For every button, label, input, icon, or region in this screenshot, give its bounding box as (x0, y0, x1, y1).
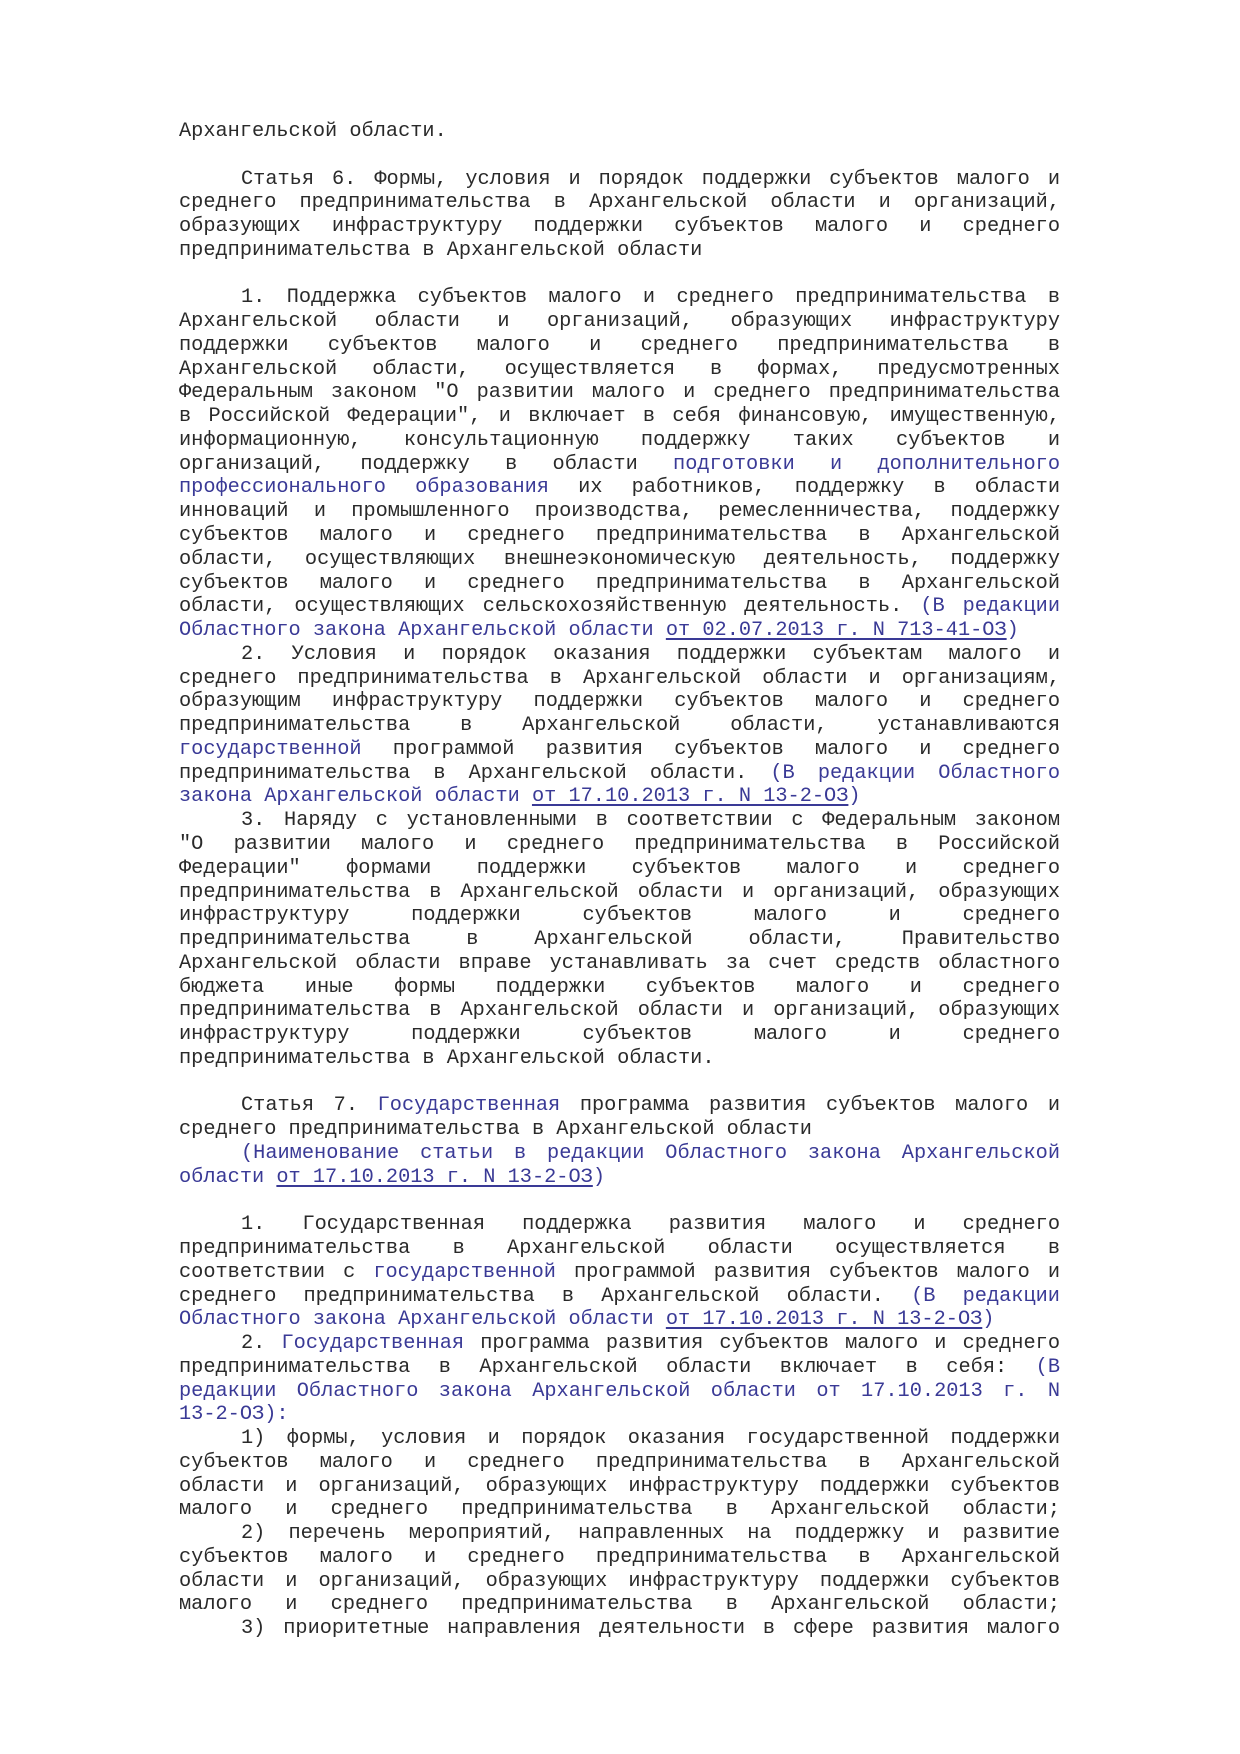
text-segment: 3) приоритетные направления деятельности в сфере развития малого (241, 1617, 1060, 1641)
text-segment: среднего предпринимательства в Архангельской области и организаций, (179, 191, 1060, 215)
document-link[interactable]: закона Архангельской области (179, 785, 520, 809)
text-segment: предпринимательства в Архангельской области осуществляется в (179, 1236, 1060, 1260)
text-segment: 1) формы, условия и порядок оказания государственной поддержки (241, 1427, 1060, 1451)
text-segment: Архангельской области и организаций, образующих инфраструктуру (179, 310, 1060, 334)
document-link[interactable]: (В редакции (920, 595, 1060, 619)
text-segment: 1. Государственная поддержка развития малого и среднего (241, 1213, 1060, 1237)
text-segment: предпринимательства в Архангельской области, устанавливаются (179, 714, 1060, 738)
text-segment: Архангельской области вправе устанавливать за счет средств областного (179, 951, 1060, 975)
text-line (179, 1498, 1060, 1522)
text-segment (520, 785, 532, 808)
text-line (179, 1047, 1060, 1071)
text-line (179, 524, 1060, 548)
text-segment: Архангельской области, осуществляется в формах, предусмотренных (179, 357, 1060, 381)
text-segment: "О развитии малого и среднего предпринимательства в Российской (179, 832, 1060, 856)
document-link[interactable]: (Наименование статьи в редакции Областного закона Архангельской (241, 1141, 1060, 1165)
document-link[interactable]: (В (1035, 1355, 1060, 1379)
text-segment: предпринимательства в Архангельской области (179, 238, 703, 262)
blank-line (179, 144, 1060, 168)
text-segment: предпринимательства в Архангельской области. (179, 1046, 715, 1070)
document-link[interactable]: Государственная (281, 1332, 465, 1356)
text-line (179, 168, 1060, 192)
text-segment: организаций, поддержку в области (179, 452, 674, 476)
text-segment: области и организаций, образующих инфраструктуру поддержки субъектов (179, 1474, 1060, 1498)
text-segment: малого и среднего предпринимательства в Архангельской области; (179, 1593, 1060, 1617)
document-link[interactable]: (В редакции Областного (770, 761, 1060, 785)
blank-line (179, 1071, 1060, 1095)
text-line (179, 1451, 1060, 1475)
text-line (179, 857, 1060, 881)
document-link[interactable]: области (179, 1165, 265, 1189)
text-segment: Статья 6. Формы, условия и порядок поддержки субъектов малого и (241, 167, 1060, 191)
text-segment: в Российской Федерации", и включает в себя финансовую, имущественную, (179, 405, 1060, 429)
text-line (179, 595, 1060, 619)
document-link[interactable]: Областного закона Архангельской области (179, 1308, 654, 1332)
text-segment: предпринимательства в Архангельской области и организаций, образующих (179, 999, 1060, 1023)
text-segment (264, 1166, 276, 1189)
text-segment: субъектов малого и среднего предпринимательства в Архангельской (179, 1545, 1060, 1569)
text-line (179, 405, 1060, 429)
text-line (179, 952, 1060, 976)
text-line (179, 120, 1060, 144)
text-segment: предпринимательства в Архангельской области, Правительство (179, 928, 1060, 952)
text-line (179, 809, 1060, 833)
text-line (179, 881, 1060, 905)
text-line (179, 548, 1060, 572)
text-line (179, 476, 1060, 500)
text-line (179, 1023, 1060, 1047)
text-segment: 3. Наряду с установленными в соответствии с Федеральным законом (241, 809, 1060, 833)
text-segment: 2. (241, 1332, 282, 1356)
document-link[interactable]: подготовки и дополнительного (673, 452, 1060, 476)
text-segment: Федерации" формами поддержки субъектов малого и среднего (179, 856, 1060, 880)
document-link[interactable]: Государственная (377, 1094, 561, 1118)
text-segment: образующих инфраструктуру поддержки субъектов малого и среднего (179, 215, 1060, 239)
text-line (179, 1617, 1060, 1641)
text-segment: 1. Поддержка субъектов малого и среднего предпринимательства в (241, 286, 1060, 310)
text-segment: среднего предпринимательства в Архангельской области. (179, 1284, 912, 1308)
text-line (179, 429, 1060, 453)
text-segment: 2. Условия и порядок оказания поддержки субъектам малого и (241, 642, 1060, 666)
text-line (179, 643, 1060, 667)
text-line (179, 1094, 1060, 1118)
text-segment: субъектов малого и среднего предпринимательства в Архангельской (179, 524, 1060, 548)
text-line (179, 999, 1060, 1023)
document-link[interactable]: профессионального образования (179, 476, 549, 500)
text-segment: области и организаций, образующих инфраструктуру поддержки субъектов (179, 1569, 1060, 1593)
text-segment (654, 619, 666, 642)
document-link[interactable]: государственной (179, 737, 362, 761)
document-link[interactable]: ) (848, 785, 861, 809)
text-segment: малого и среднего предпринимательства в Архангельской области; (179, 1498, 1060, 1522)
text-line (179, 1166, 1060, 1190)
document-link[interactable]: государственной (373, 1260, 556, 1284)
blank-line (179, 1189, 1060, 1213)
text-segment: соответствии с (179, 1260, 374, 1284)
text-line (179, 1475, 1060, 1499)
text-segment: информационную, консультационную поддержку таких субъектов и (179, 428, 1060, 452)
text-line (179, 1522, 1060, 1546)
text-line (179, 572, 1060, 596)
text-line (179, 1593, 1060, 1617)
text-segment: инноваций и промышленного производства, ремесленничества, поддержку (179, 500, 1060, 524)
text-segment: среднего предпринимательства в Архангельской области и организациям, (179, 666, 1060, 690)
text-line (179, 310, 1060, 334)
text-segment: предпринимательства в Архангельской области включает в себя: (179, 1355, 1036, 1379)
text-segment: бюджета иные формы поддержки субъектов малого и среднего (179, 975, 1060, 999)
text-line (179, 239, 1060, 263)
blank-line (179, 263, 1060, 287)
text-line (179, 215, 1060, 239)
text-segment: области, осуществляющих сельскохозяйственную деятельность. (179, 595, 921, 619)
text-segment: программой развития субъектов малого и среднего (361, 737, 1060, 761)
text-line (179, 1213, 1060, 1237)
text-line (179, 690, 1060, 714)
text-segment: программа развития субъектов малого и среднего (464, 1332, 1060, 1356)
text-line (179, 738, 1060, 762)
law-reference-link[interactable]: от 17.10.2013 г. N 13-2-ОЗ (665, 1308, 983, 1332)
text-line (179, 1546, 1060, 1570)
law-reference-link[interactable]: от 17.10.2013 г. N 13-2-ОЗ (531, 785, 849, 809)
text-segment: инфраструктуру поддержки субъектов малого и среднего (179, 904, 1060, 928)
text-line (179, 1332, 1060, 1356)
text-line (179, 1285, 1060, 1309)
text-segment: программа развития субъектов малого и (560, 1094, 1060, 1118)
text-line (179, 334, 1060, 358)
text-segment: области, осуществляющих внешнеэкономическую деятельность, поддержку (179, 547, 1060, 571)
text-segment: 2) перечень мероприятий, направленных на поддержку и развитие (241, 1522, 1060, 1546)
law-reference-link[interactable]: от 17.10.2013 г. N 13-2-ОЗ (276, 1165, 593, 1189)
text-line (179, 381, 1060, 405)
text-line (179, 762, 1060, 786)
document-link[interactable]: (В редакции (911, 1284, 1060, 1308)
document-link[interactable]: 13-2-ОЗ): (179, 1403, 289, 1427)
text-line (179, 358, 1060, 382)
text-segment: Статья 7. (241, 1094, 378, 1118)
text-segment: предпринимательства в Архангельской области и организаций, образующих (179, 880, 1060, 904)
text-segment: инфраструктуру поддержки субъектов малого и среднего (179, 1023, 1060, 1047)
document-link[interactable]: редакции Областного закона Архангельской области от 17.10.2013 г. N (179, 1379, 1060, 1403)
text-line (179, 500, 1060, 524)
text-segment: субъектов малого и среднего предпринимательства в Архангельской (179, 571, 1060, 595)
text-segment: поддержки субъектов малого и среднего предпринимательства в (179, 333, 1060, 357)
text-line (179, 286, 1060, 310)
text-line (179, 1261, 1060, 1285)
text-segment: Федеральным законом "О развитии малого и среднего предпринимательства (179, 381, 1060, 405)
document-link[interactable]: Областного закона Архангельской области (179, 619, 654, 643)
text-line (179, 976, 1060, 1000)
text-line (179, 1403, 1060, 1427)
text-line (179, 1237, 1060, 1261)
document-page (179, 120, 1060, 1641)
text-line (179, 453, 1060, 477)
text-line (179, 1380, 1060, 1404)
text-line (179, 1142, 1060, 1166)
document-link[interactable]: ) (592, 1165, 605, 1189)
text-segment: субъектов малого и среднего предпринимательства в Архангельской (179, 1450, 1060, 1474)
text-line (179, 1427, 1060, 1451)
text-segment: программой развития субъектов малого и (555, 1260, 1060, 1284)
text-segment: Архангельской области. (179, 120, 447, 143)
text-line (179, 667, 1060, 691)
law-reference-link[interactable]: от 02.07.2013 г. N 713-41-ОЗ (665, 619, 1007, 643)
document-link[interactable]: ) (982, 1308, 995, 1332)
text-line (179, 785, 1060, 809)
text-line (179, 1356, 1060, 1380)
text-segment: образующим инфраструктуру поддержки субъектов малого и среднего (179, 690, 1060, 714)
text-segment: среднего предпринимательства в Архангельской области (179, 1118, 812, 1142)
text-line (179, 833, 1060, 857)
text-line (179, 619, 1060, 643)
text-segment: их работников, поддержку в области (548, 476, 1060, 500)
document-link[interactable]: ) (1006, 619, 1019, 643)
text-segment (654, 1308, 666, 1331)
text-line (179, 1118, 1060, 1142)
text-line (179, 714, 1060, 738)
text-line (179, 1570, 1060, 1594)
text-line (179, 904, 1060, 928)
text-segment: предпринимательства в Архангельской области. (179, 761, 771, 785)
text-line (179, 928, 1060, 952)
text-line (179, 191, 1060, 215)
text-line (179, 1308, 1060, 1332)
